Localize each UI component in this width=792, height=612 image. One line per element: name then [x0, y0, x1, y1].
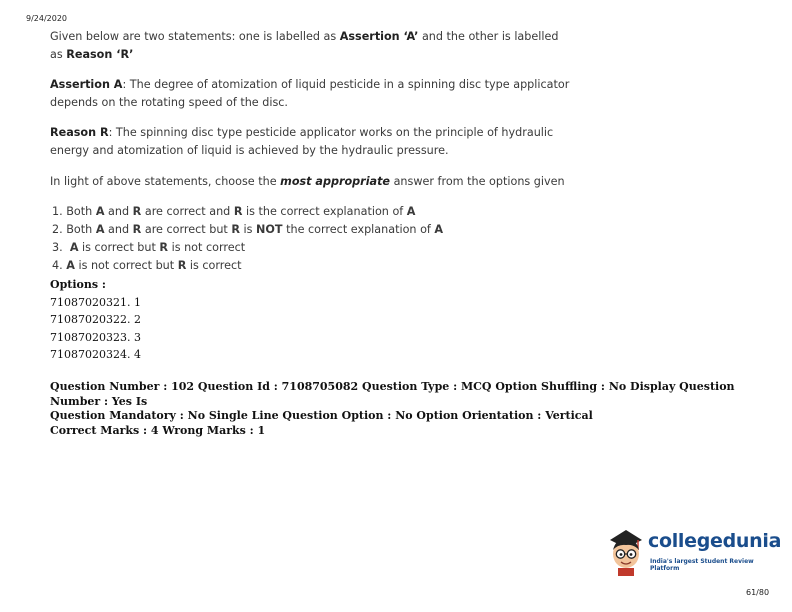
assertion-label: Assertion A — [50, 78, 123, 91]
option-id: 71087020321. 1 — [50, 295, 141, 309]
student-mascot-icon — [604, 526, 648, 576]
assertion-statement: Assertion A: The degree of atomization of liquid pesticide in a spinning disc type applicator depends on the rotating speed of the disc. — [50, 78, 570, 109]
choice-item: 1. Both A and R are correct and R is the correct explanation of A — [52, 205, 416, 218]
question-metadata: Question Number : 102 Question Id : 7108705082 Question Type : MCQ Option Shuffling : No Display Question Number : Yes Is Question Mandatory : No Single Line Question Option : No Option Orientation : Vertical Correct Marks : 4 Wrong Marks : 1 — [50, 380, 735, 437]
answer-choices — [52, 203, 443, 275]
instruction: In light of above statements, choose the most appropriate answer from the options given — [50, 175, 565, 188]
page-number: 61/80 — [746, 588, 770, 597]
options-heading: Options : — [50, 278, 106, 291]
option-id: 71087020322. 2 — [50, 313, 141, 326]
options-list — [50, 276, 141, 364]
brand-tagline: India's largest Student Review Platform — [650, 558, 754, 572]
option-id: 71087020324. 4 — [50, 348, 141, 361]
choice-item: 4. A is not correct but R is correct — [52, 259, 242, 272]
choice-item: 2. Both A and R are correct but R is NOT the correct explanation of A — [52, 223, 444, 236]
option-id: 71087020323. 3 — [50, 330, 141, 344]
print-date: 9/24/2020 — [26, 14, 68, 23]
choice-item: 3. A is correct but R is not correct — [52, 241, 246, 254]
reason-statement: Reason R: The spinning disc type pesticide applicator works on the principle of hydraulic energy and atomization of liquid is achieved by the hydraulic pressure. — [50, 126, 554, 157]
collegedunia-logo — [604, 526, 782, 576]
reason-label: Reason R — [50, 126, 109, 139]
question-intro: Given below are two statements: one is labelled as Assertion ‘A’ and the other is labelled as Reason ‘R’ — [50, 30, 559, 61]
brand-name: collegedunia — [648, 530, 782, 552]
